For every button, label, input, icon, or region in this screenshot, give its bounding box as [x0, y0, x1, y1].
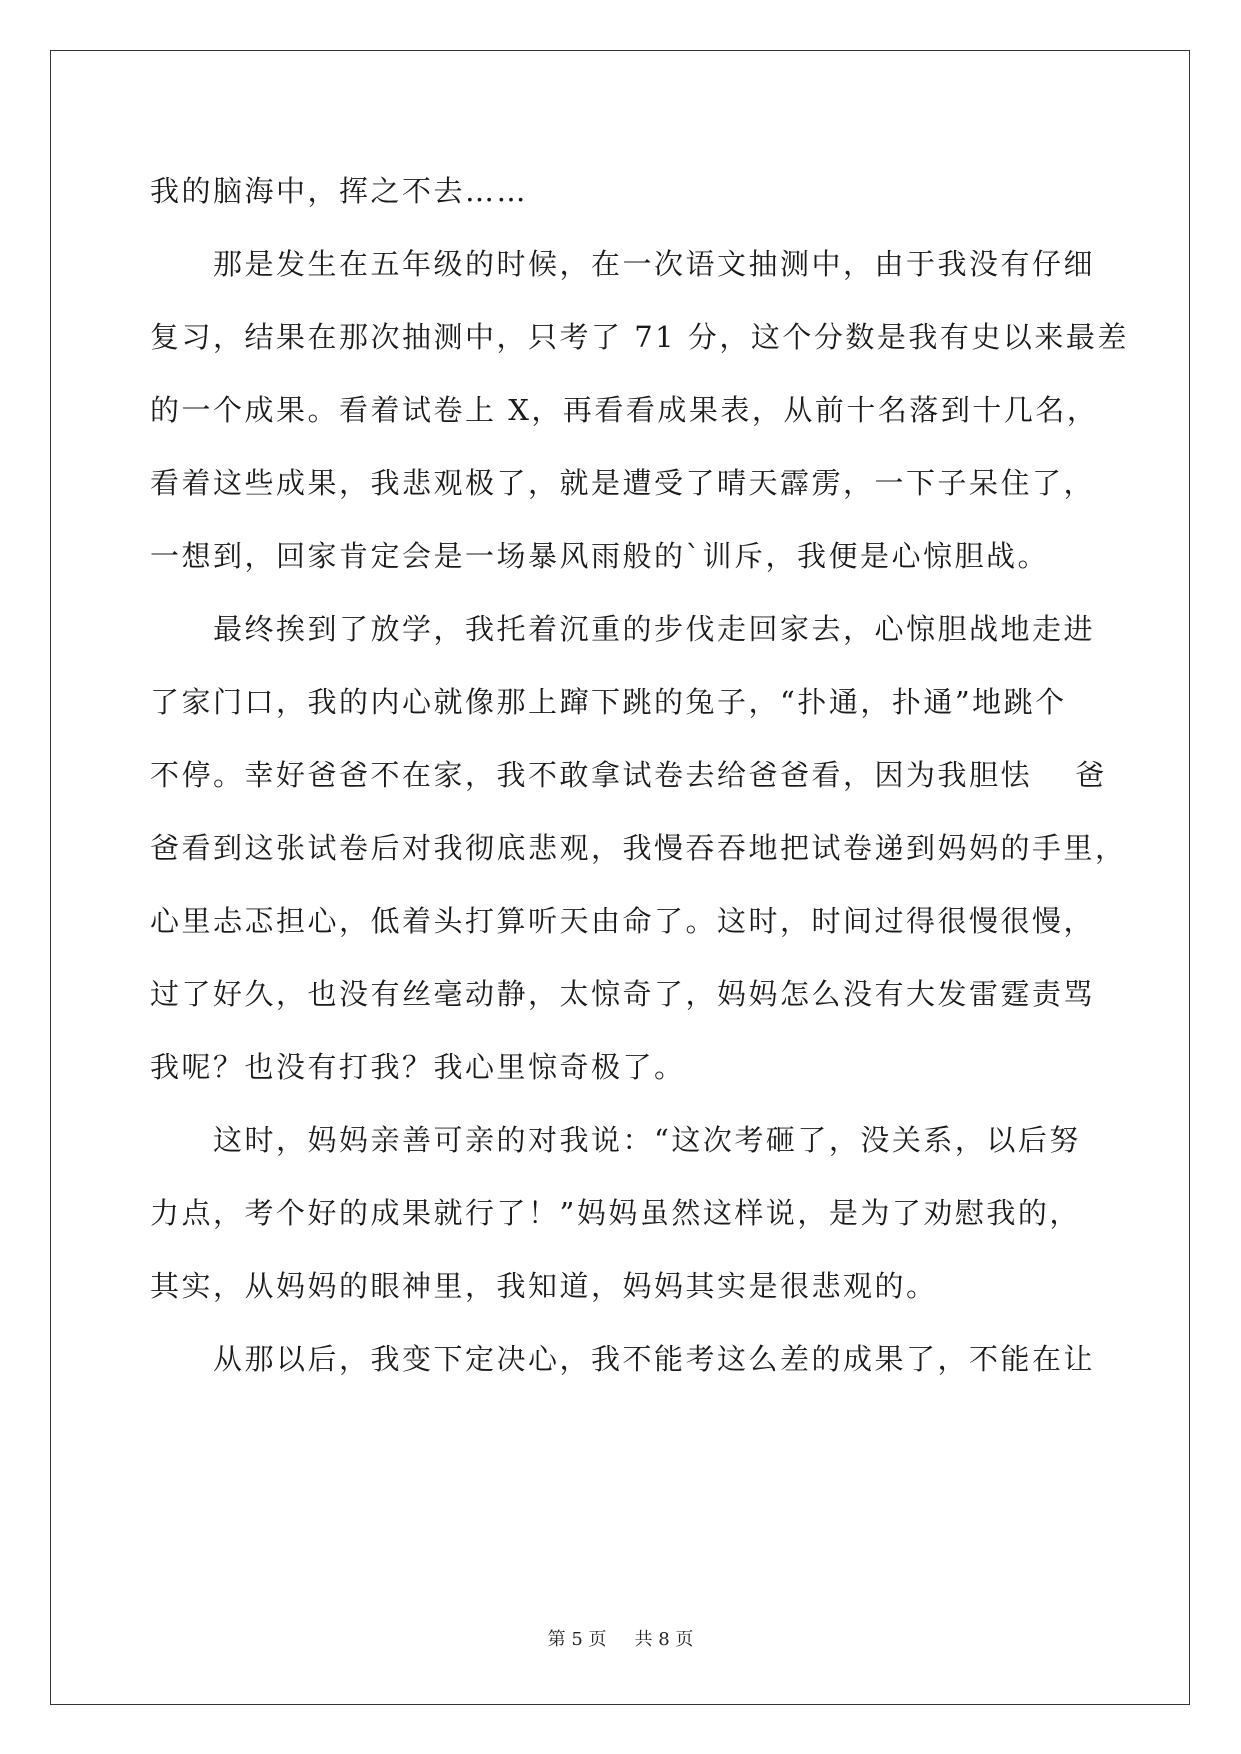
text-line: 那是发生在五年级的时候，在一次语文抽测中，由于我没有仔细: [213, 247, 1096, 281]
text-line: 的一个成果。看着试卷上 X，再看看成果表，从前十名落到十几名，: [150, 393, 1099, 427]
text-line: 力点，考个好的成果就行了！”妈妈虽然这样说，是为了劝慰我的，: [150, 1196, 1081, 1230]
text-line: 我呢？也没有打我？我心里惊奇极了。: [150, 1050, 686, 1084]
page-footer: [0, 1625, 1241, 1651]
text-line: 过了好久，也没有丝毫动静，太惊奇了，妈妈怎么没有大发雷霆责骂: [150, 977, 1096, 1011]
text-line: 复习，结果在那次抽测中，只考了 71 分，这个分数是我有史以来最差: [150, 320, 1129, 354]
text-line: 爸看到这张试卷后对我彻底悲观，我慢吞吞地把试卷递到妈妈的手里，: [150, 831, 1127, 865]
text-line: 不停。幸好爸爸不在家，我不敢拿试卷去给爸爸看，因为我胆怯 爸: [150, 758, 1107, 792]
text-line: 我的脑海中，挥之不去……: [150, 174, 529, 208]
text-line: 心里忐忑担心，低着头打算听天由命了。这时，时间过得很慢很慢，: [150, 904, 1096, 938]
page-number: 第 5 页: [547, 1629, 607, 1650]
text-line: 了家门口，我的内心就像那上蹿下跳的兔子，“扑通，扑通”地跳个: [150, 685, 1067, 719]
document-body: [150, 155, 1129, 1396]
text-line: 看着这些成果，我悲观极了，就是遭受了晴天霹雳，一下子呆住了，: [150, 466, 1096, 500]
text-line: 这时，妈妈亲善可亲的对我说：“这次考砸了，没关系，以后努: [213, 1123, 1081, 1157]
text-line: 从那以后，我变下定决心，我不能考这么差的成果了，不能在让: [213, 1342, 1096, 1376]
text-line: 最终挨到了放学，我托着沉重的步伐走回家去，心惊胆战地走进: [213, 612, 1096, 646]
total-pages: 共 8 页: [634, 1629, 694, 1650]
text-line: 一想到，回家肯定会是一场暴风雨般的`训斥，我便是心惊胆战。: [150, 539, 1050, 573]
text-line: 其实，从妈妈的眼神里，我知道，妈妈其实是很悲观的。: [150, 1269, 938, 1303]
